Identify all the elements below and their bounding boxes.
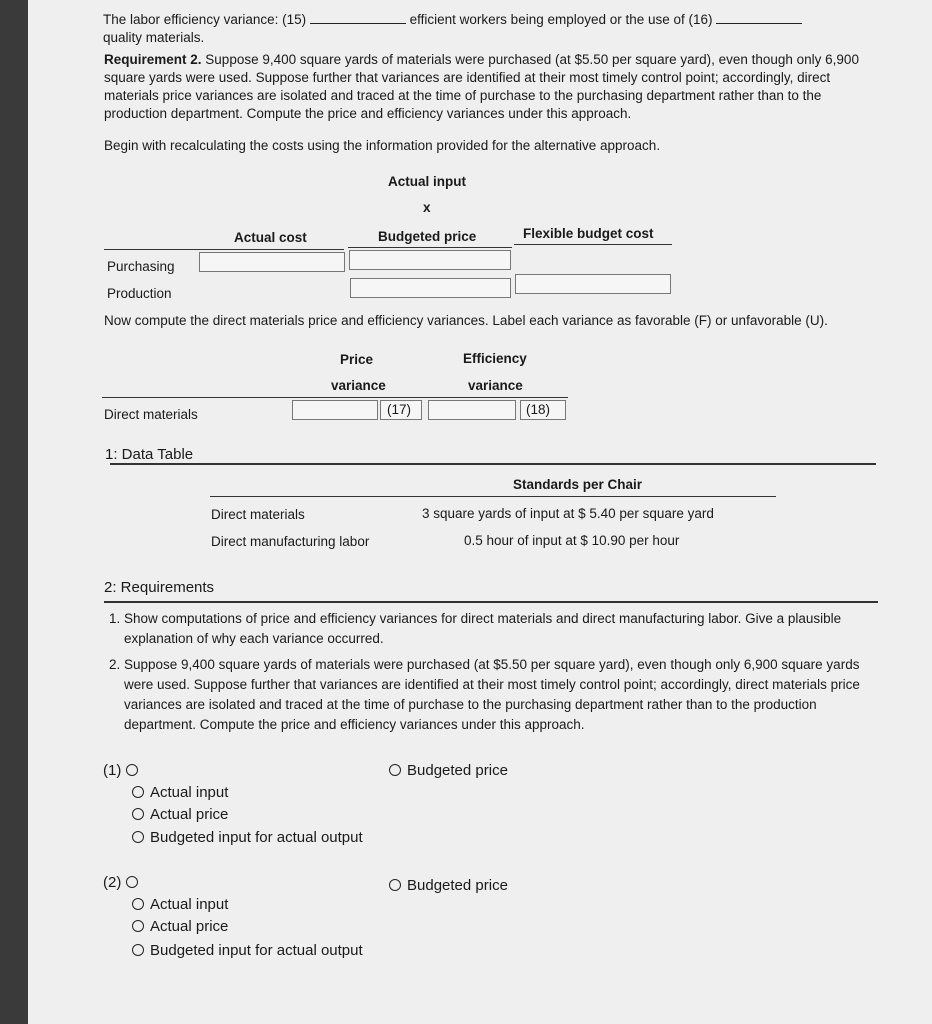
q2-actual-price-label: Actual price	[150, 918, 229, 935]
requirement-2-text: Suppose 9,400 square yards of materials were purchased (at $5.50 per square yard), even though only 6,900 square yards were used. Suppose further that variances are identified at their most timely control point; accordingly, direct materials price variances are isolated and traced at the time of purchase to the purchasing department rather than to the production department. Compute the price and efficiency variances under this approach.	[104, 52, 859, 121]
q2-budgeted-price-label: Budgeted price	[407, 877, 508, 894]
efficiency-variance-input[interactable]	[428, 400, 516, 420]
flexible-budget-cost-header: Flexible budget cost	[523, 226, 654, 241]
efficiency-variance-header: variance	[468, 378, 523, 393]
q1-actual-input-label: Actual input	[150, 784, 229, 801]
header-rule-1	[104, 249, 344, 250]
requirement-2-title: Requirement 2.	[104, 52, 202, 67]
dt-row-label-direct-materials: Direct materials	[211, 507, 305, 522]
header-rule-2	[348, 247, 512, 248]
price-variance-fu-select[interactable]	[380, 400, 422, 420]
variance-header-rule	[102, 397, 568, 398]
variance-instruction: Now compute the direct materials price and efficiency variances. Label each variance as favorable (F) or unfavorable (U).	[104, 313, 828, 328]
q2-actual-input-label: Actual input	[150, 896, 229, 913]
question-1-label	[103, 760, 144, 782]
standards-per-chair-header: Standards per Chair	[513, 477, 643, 492]
requirement-2-paragraph	[104, 51, 872, 123]
times-sign: x	[423, 200, 431, 215]
radio-icon	[132, 808, 144, 820]
actual-cost-header: Actual cost	[234, 230, 307, 245]
q1-option-actual-input[interactable]	[132, 782, 228, 804]
row-label-purchasing: Purchasing	[107, 259, 175, 274]
dt-row-label-direct-labor: Direct manufacturing labor	[211, 534, 370, 549]
question-2-number: (2)	[103, 874, 122, 891]
purchasing-budgeted-price-input[interactable]	[349, 250, 511, 270]
requirement-item-1: 1. Show computations of price and efficiency variances for direct materials and direct manufacturing labor. Give a plausible explanation of why each variance occurred.	[124, 609, 874, 649]
question-2-label	[103, 872, 144, 894]
radio-icon	[389, 879, 401, 891]
efficiency-header: Efficiency	[463, 351, 527, 366]
q2-option-budgeted-input[interactable]	[132, 940, 363, 962]
quality-materials-text: quality materials.	[103, 30, 205, 45]
blank-17-label: (17)	[387, 402, 412, 417]
radio-icon	[132, 920, 144, 932]
begin-instruction: Begin with recalculating the costs using the information provided for the alternative approach.	[104, 138, 661, 153]
purchasing-actual-cost-input[interactable]	[199, 252, 345, 272]
q1-budgeted-input-label: Budgeted input for actual output	[150, 829, 363, 846]
standards-rule	[210, 496, 776, 497]
q1-option-actual-price[interactable]	[132, 804, 228, 826]
radio-icon	[389, 764, 401, 776]
price-variance-header: variance	[331, 378, 386, 393]
header-rule-3	[514, 244, 672, 245]
q2-option-budgeted-price[interactable]	[389, 875, 508, 897]
radio-icon	[132, 831, 144, 843]
labor-efficiency-text: The labor efficiency variance: (15)	[103, 12, 307, 27]
q1-option-budgeted-price[interactable]	[389, 760, 508, 782]
price-header: Price	[340, 352, 374, 367]
q1-option-budgeted-input[interactable]	[132, 827, 363, 849]
requirements-title: 2: Requirements	[104, 579, 215, 596]
row-label-production: Production	[107, 286, 172, 301]
q2-blank-radio[interactable]	[126, 876, 138, 888]
q1-budgeted-price-label: Budgeted price	[407, 762, 508, 779]
labor-efficiency-line	[103, 11, 802, 29]
q1-actual-price-label: Actual price	[150, 806, 229, 823]
q2-option-actual-price[interactable]	[132, 916, 228, 938]
requirements-list	[104, 609, 874, 741]
q1-blank-radio[interactable]	[126, 764, 138, 776]
blank-18-label: (18)	[526, 402, 551, 417]
radio-icon	[132, 786, 144, 798]
q2-option-actual-input[interactable]	[132, 894, 228, 916]
data-table-rule	[110, 463, 876, 465]
dt-row-value-direct-labor: 0.5 hour of input at $ 10.90 per hour	[464, 533, 680, 548]
question-1-number: (1)	[103, 762, 122, 779]
q2-budgeted-input-label: Budgeted input for actual output	[150, 942, 363, 959]
data-table-title: 1: Data Table	[105, 446, 194, 463]
price-variance-input[interactable]	[292, 400, 378, 420]
blank-16[interactable]	[716, 23, 802, 24]
radio-icon	[132, 898, 144, 910]
direct-materials-row-label: Direct materials	[104, 407, 198, 422]
radio-icon	[132, 944, 144, 956]
budgeted-price-header: Budgeted price	[378, 229, 477, 244]
actual-input-header: Actual input	[388, 174, 466, 189]
requirements-rule	[104, 601, 878, 603]
efficient-workers-text: efficient workers being employed or the use of (16)	[409, 12, 713, 27]
efficiency-variance-fu-select[interactable]	[520, 400, 566, 420]
production-flexible-budget-input[interactable]	[515, 274, 671, 294]
dt-row-value-direct-materials: 3 square yards of input at $ 5.40 per square yard	[422, 506, 714, 521]
requirement-item-2: 2. Suppose 9,400 square yards of materials were purchased (at $5.50 per square yard), even though only 6,900 square yards were used. Suppose further that variances are identified at their most timely control point; accordingly, direct materials price variances are isolated and traced at the time of purchase to the purchasing department rather than to the production department. Compute the price and efficiency variances under this approach.	[124, 655, 874, 735]
production-budgeted-price-input[interactable]	[350, 278, 511, 298]
blank-15[interactable]	[310, 23, 406, 24]
